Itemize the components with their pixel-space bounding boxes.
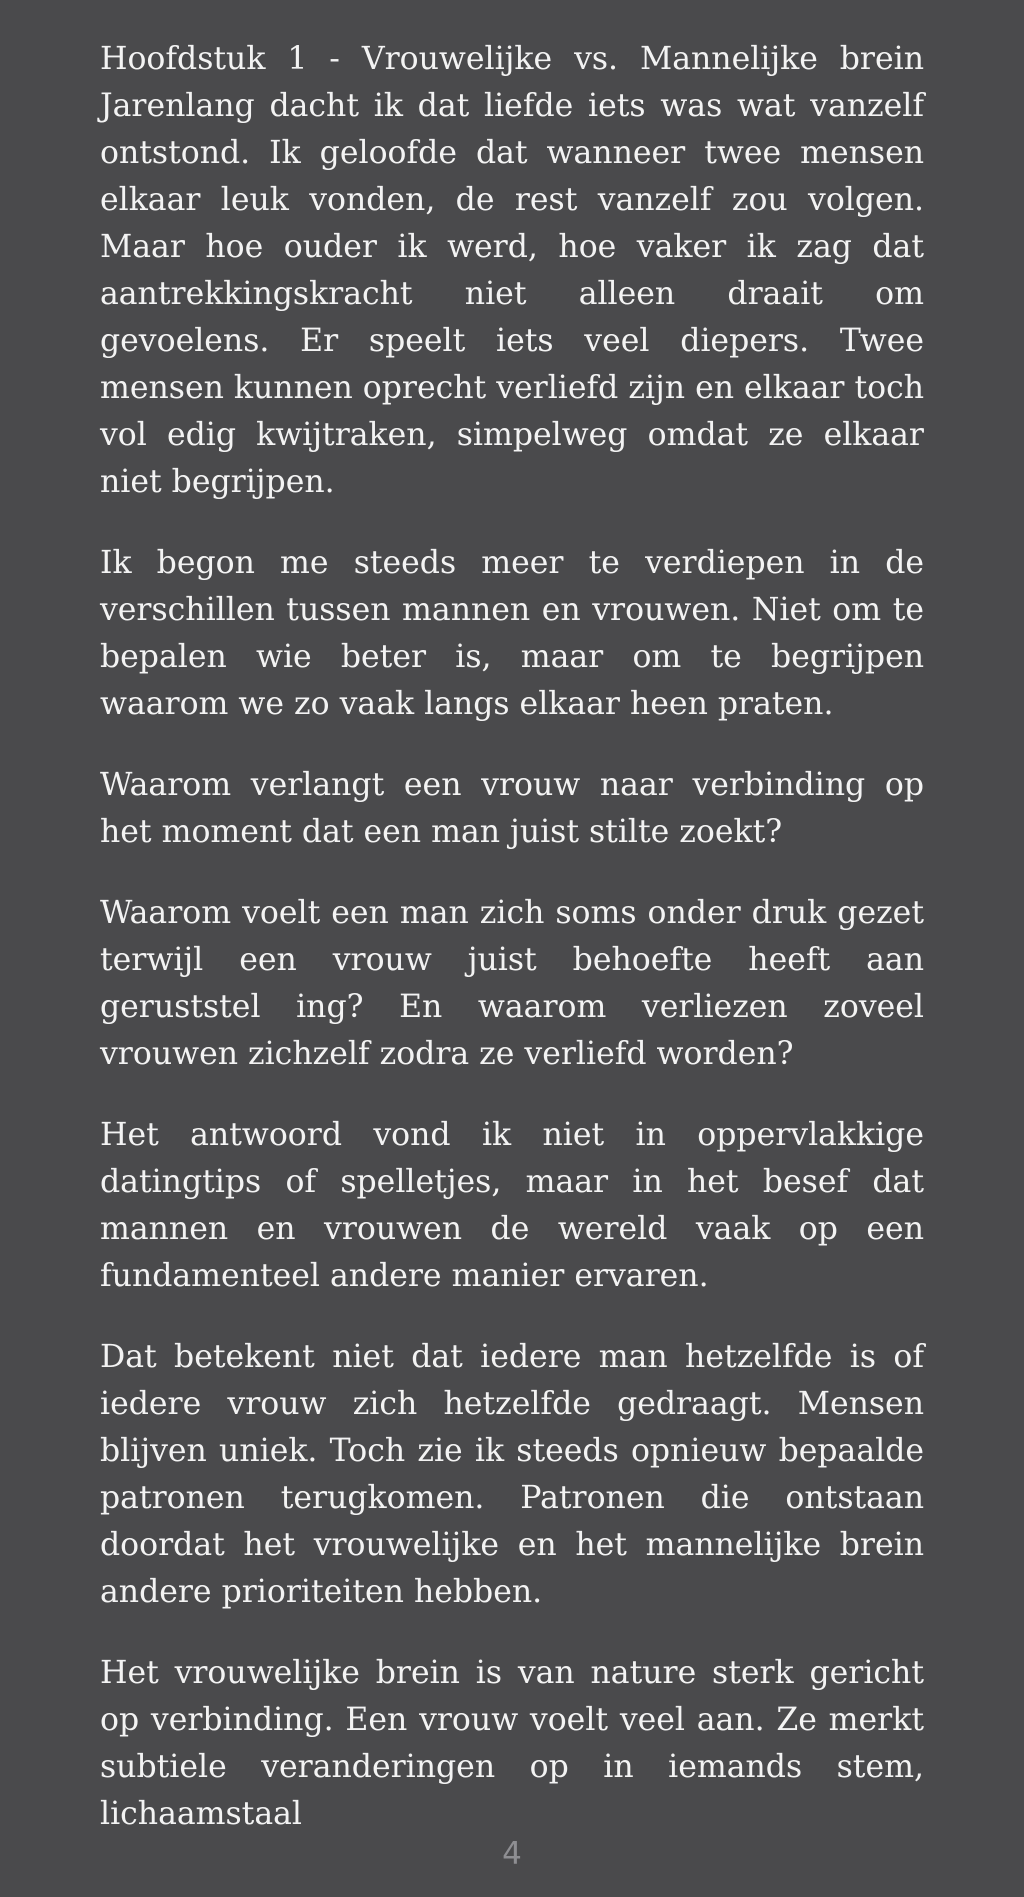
paragraph: Ik begon me steeds meer te verdiepen in de verschillen tussen mannen en vrouwen. Niet om te bepalen wie beter is, maar om te begrijpen waarom we zo vaak langs elkaar heen praten. bbox=[100, 545, 924, 722]
paragraph: Hoofdstuk 1 - Vrouwelijke vs. Mannelijke brein Jarenlang dacht ik dat liefde iets was wat vanzelf ontstond. Ik geloofde dat wanneer twee mensen elkaar leuk vonden, de rest vanzelf zou volgen. Maar hoe ouder ik werd, hoe vaker ik zag dat aantrekkingskracht niet alleen draait om gevoelens. Er speelt iets veel diepers. Twee mensen kunnen oprecht verliefd zijn en elkaar toch vol edig kwijtraken, simpelweg omdat ze elkaar niet begrijpen. bbox=[100, 41, 925, 500]
paragraph: Het antwoord vond ik niet in oppervlakkige datingtips of spelletjes, maar in het besef dat mannen en vrouwen de wereld vaak op een fundamenteel andere manier ervaren. bbox=[100, 1117, 924, 1294]
paragraph: Waarom verlangt een vrouw naar verbinding op het moment dat een man juist stilte zoekt? bbox=[100, 767, 924, 850]
paragraph: Het vrouwelijke brein is van nature sterk gericht op verbinding. Een vrouw voelt veel aan. Ze merkt subtiele veranderingen op in iemands stem, lichaamstaal bbox=[100, 1655, 924, 1832]
paragraph: Dat betekent niet dat iedere man hetzelfde is of iedere vrouw zich hetzelfde gedraagt. Mensen blijven uniek. Toch zie ik steeds opnieuw bepaalde patronen terugkomen. Patronen die ontstaan doordat het vrouwelijke en het mannelijke brein andere prioriteiten hebben. bbox=[100, 1339, 924, 1610]
reader-page[interactable] bbox=[100, 36, 924, 1872]
paragraph: Waarom voelt een man zich soms onder druk gezet terwijl een vrouw juist behoefte heeft aan geruststel ing? En waarom verliezen zoveel vrouwen zichzelf zodra ze verliefd worden? bbox=[100, 895, 924, 1072]
page-number: 4 bbox=[502, 1836, 522, 1872]
